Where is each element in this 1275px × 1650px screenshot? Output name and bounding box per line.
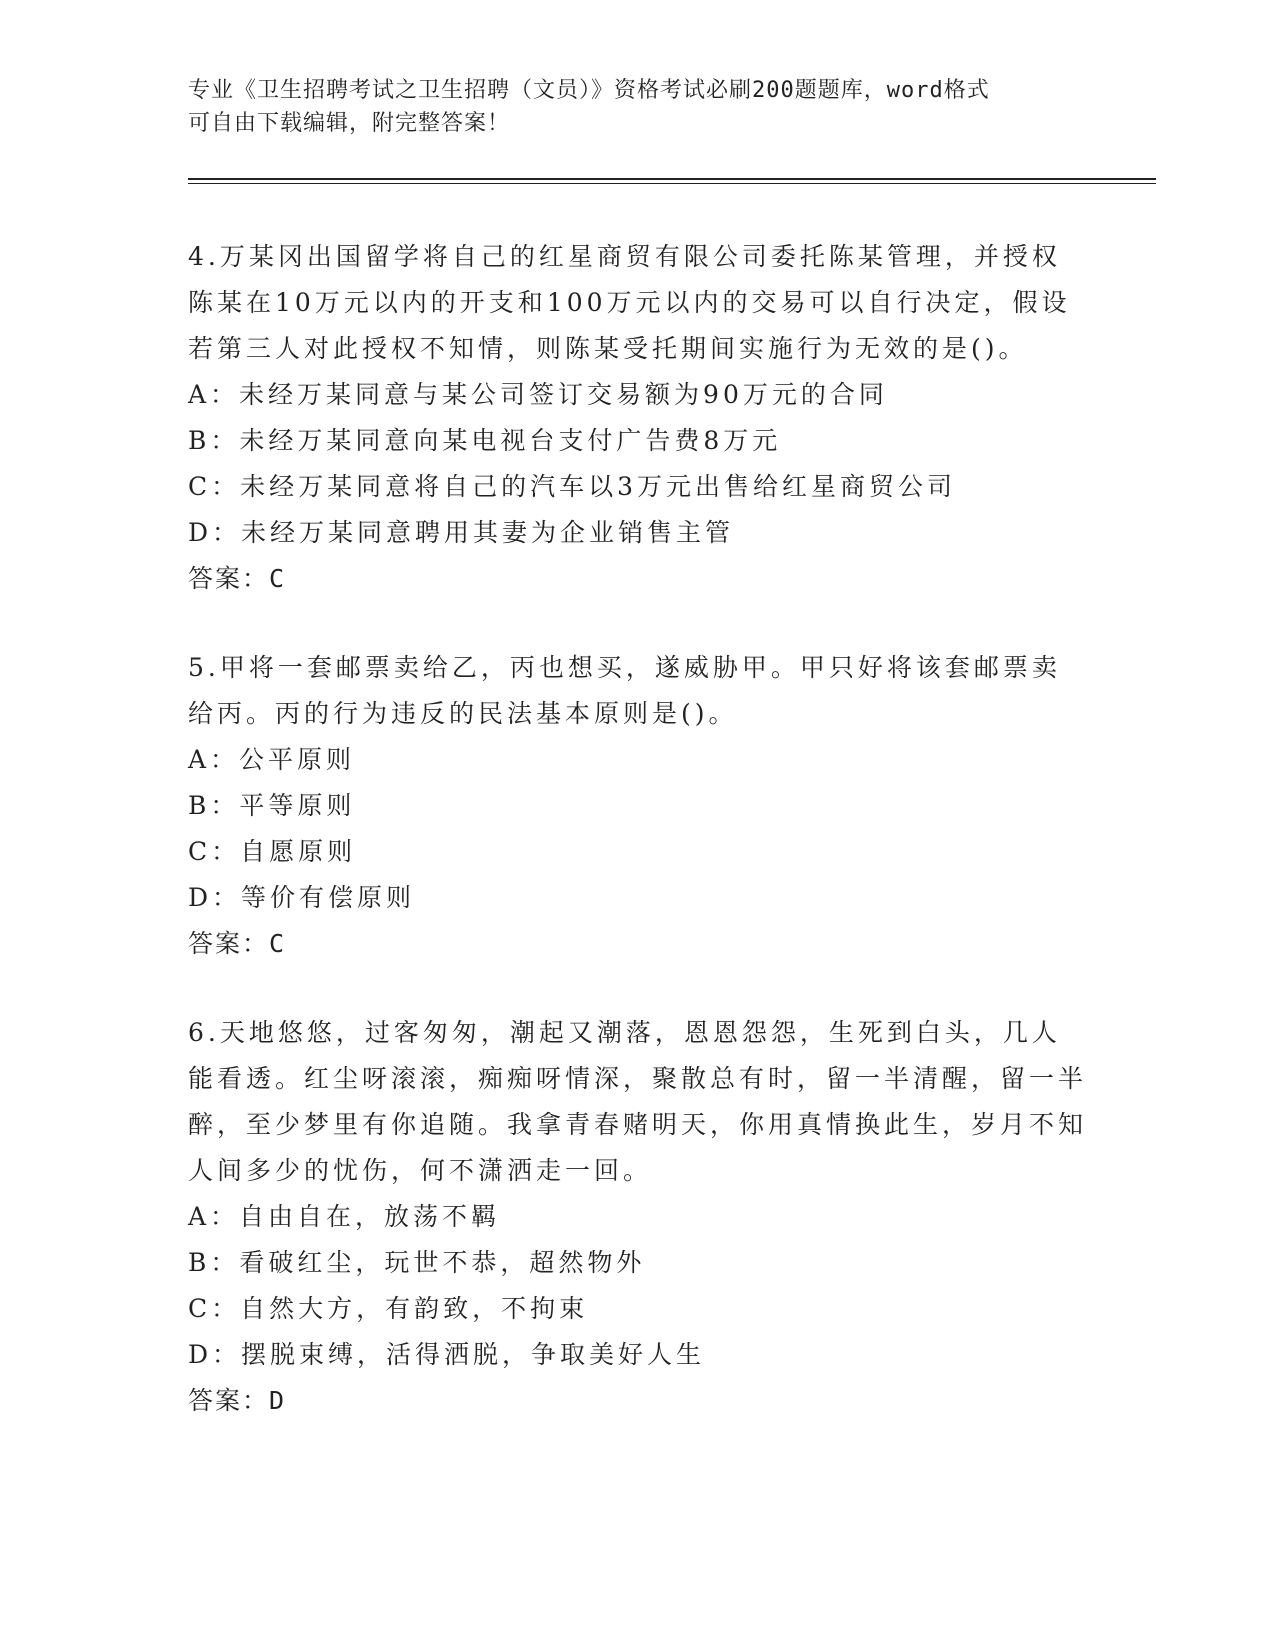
- header-line-1: 专业《卫生招聘考试之卫生招聘（文员）》资格考试必刷200题题库，word格式: [188, 78, 990, 103]
- option-b: B：平等原则: [188, 791, 356, 820]
- question-stem: 6.天地悠悠，过客匆匆，潮起又潮落，恩恩怨怨，生死到白头，几人能看透。红尘呀滚滚，痴痴呀情深，聚散总有时，留一半清醒，留一半醉，至少梦里有你追随。我拿青春赌明天，你用真情换此生，岁月不知人间多少的忧伤，何不潇洒走一回。: [188, 1018, 1088, 1185]
- option-a: A：未经万某同意与某公司签订交易额为90万元的合同: [188, 380, 888, 409]
- question-stem: 4.万某冈出国留学将自己的红星商贸有限公司委托陈某管理，并授权陈某在10万元以内的开支和100万元以内的交易可以自行决定，假设若第三人对此授权不知情，则陈某受托期间实施行为无效的是()。: [188, 242, 1071, 363]
- question-4: [188, 234, 1088, 602]
- answer-value: C: [269, 564, 287, 593]
- option-c: C：自然大方，有韵致，不拘束: [188, 1294, 589, 1323]
- answer-value: C: [269, 929, 287, 958]
- answer-line: [188, 1378, 1088, 1424]
- question-stem: 5.甲将一套邮票卖给乙，丙也想买，遂威胁甲。甲只好将该套邮票卖给丙。丙的行为违反的民法基本原则是()。: [188, 653, 1061, 728]
- answer-label: 答案：: [188, 929, 270, 958]
- answer-line: [188, 556, 1088, 602]
- header-divider-thin: [188, 183, 1156, 184]
- header-line-2: 可自由下载编辑，附完整答案！: [188, 111, 511, 136]
- question-6: [188, 1010, 1088, 1424]
- answer-value: D: [269, 1386, 287, 1415]
- option-a: A：自由自在，放荡不羁: [188, 1202, 501, 1231]
- option-c: C：未经万某同意将自己的汽车以3万元出售给红星商贸公司: [188, 472, 957, 501]
- option-c: C：自愿原则: [188, 837, 357, 866]
- answer-line: [188, 921, 1088, 967]
- option-d: D：摆脱束缚，活得洒脱，争取美好人生: [188, 1340, 706, 1369]
- option-d: D：未经万某同意聘用其妻为企业销售主管: [188, 518, 735, 547]
- document-header: [188, 74, 1088, 140]
- option-b: B：看破红尘，玩世不恭，超然物外: [188, 1248, 646, 1277]
- answer-label: 答案：: [188, 564, 270, 593]
- option-a: A：公平原则: [188, 745, 356, 774]
- option-d: D：等价有偿原则: [188, 883, 416, 912]
- option-b: B：未经万某同意向某电视台支付广告费8万元: [188, 426, 782, 455]
- header-divider-thick: [188, 178, 1156, 180]
- answer-label: 答案：: [188, 1386, 270, 1415]
- question-5: [188, 645, 1088, 967]
